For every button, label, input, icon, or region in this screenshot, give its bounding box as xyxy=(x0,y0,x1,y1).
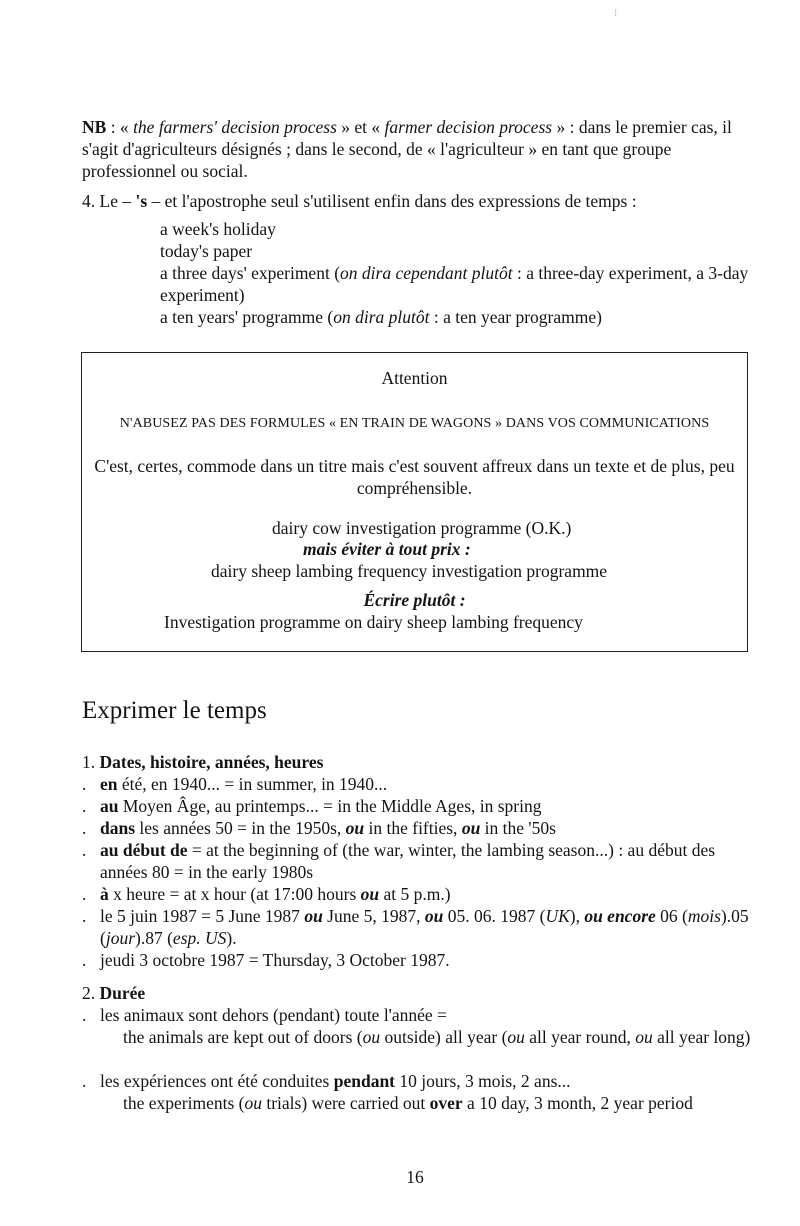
scan-corner-mark: ⁝ xyxy=(614,8,618,19)
translation: the animals are kept out of doors (ou outside) all year (ou all year round, ou all year long) xyxy=(123,1027,751,1047)
attention-title: Attention xyxy=(381,368,448,388)
part-1-title: 1. Dates, histoire, années, heures xyxy=(82,752,324,772)
list-item: . au Moyen Âge, au printemps... = in the Middle Ages, in spring xyxy=(82,796,542,816)
list-item: . en été, en 1940... = in summer, in 1940... xyxy=(82,774,388,794)
list-item: . les expériences ont été conduites pendant 10 jours, 3 mois, 2 ans... xyxy=(82,1071,571,1091)
term-farmer-decision-process: farmer decision process xyxy=(384,117,553,137)
point-4: 4. Le – 's – et l'apostrophe seul s'utilisent enfin dans des expressions de temps : xyxy=(82,191,637,211)
avoid-label: mais éviter à tout prix : xyxy=(303,539,471,559)
example-bad: dairy sheep lambing frequency investigation programme xyxy=(211,561,608,581)
list-item: . dans les années 50 = in the 1950s, ou in the fifties, ou in the '50s xyxy=(82,818,556,838)
part-2-item-2 xyxy=(82,1070,752,1114)
list-item: . le 5 juin 1987 = 5 June 1987 ou June 5, 1987, ou 05. 06. 1987 (UK), ou encore 06 (mois).05 (jour).87 (esp. US). xyxy=(82,906,749,948)
part-1-dates xyxy=(82,751,752,971)
section-heading: Exprimer le temps xyxy=(82,697,267,724)
translation: the experiments (ou trials) were carried out over a 10 day, 3 month, 2 year period xyxy=(123,1093,693,1113)
list-item: . à x heure = at x hour (at 17:00 hours ou at 5 p.m.) xyxy=(82,884,451,904)
example-ok: dairy cow investigation programme (O.K.) xyxy=(272,518,572,538)
attention-body: C'est, certes, commode dans un titre mais c'est souvent affreux dans un texte et de plus, peu compréhensible. xyxy=(94,456,735,498)
page-number: 16 xyxy=(406,1167,424,1187)
example-line: a three days' experiment (on dira cependant plutôt : a three-day experiment, a 3-day experiment) xyxy=(160,263,749,305)
part-2-title: 2. Durée xyxy=(82,983,146,1003)
prefer-label: Écrire plutôt : xyxy=(363,590,466,610)
example-good: Investigation programme on dairy sheep lambing frequency xyxy=(164,612,583,632)
nb-paragraph: NB : « the farmers' decision process » et « farmer decision process » : dans le premier cas, il s'agit d'agriculteurs désignés ; dans le second, de « l'agriculteur » en tant que groupe professionnel ou social. xyxy=(82,117,732,181)
attention-warning-caps: N'ABUSEZ PAS DES FORMULES « EN TRAIN DE WAGONS » DANS VOS COMMUNICATIONS xyxy=(119,416,710,431)
time-expression-examples xyxy=(160,218,750,328)
possessive-s: 's xyxy=(135,191,148,211)
list-item: . jeudi 3 octobre 1987 = Thursday, 3 October 1987. xyxy=(82,950,450,970)
attention-box xyxy=(81,352,748,652)
list-item: . les animaux sont dehors (pendant) toute l'année = xyxy=(82,1005,447,1025)
example-line: a ten years' programme (on dira plutôt : a ten year programme) xyxy=(160,307,602,327)
part-2-duration xyxy=(82,982,752,1048)
nb-label: NB xyxy=(82,117,107,137)
example-line: a week's holiday xyxy=(160,219,276,239)
example-line: today's paper xyxy=(160,241,253,261)
term-farmers-decision-process: the farmers' decision process xyxy=(133,117,337,137)
list-item: . au début de = at the beginning of (the war, winter, the lambing season...) : au début des années 80 = in the early 1980s xyxy=(82,840,716,882)
